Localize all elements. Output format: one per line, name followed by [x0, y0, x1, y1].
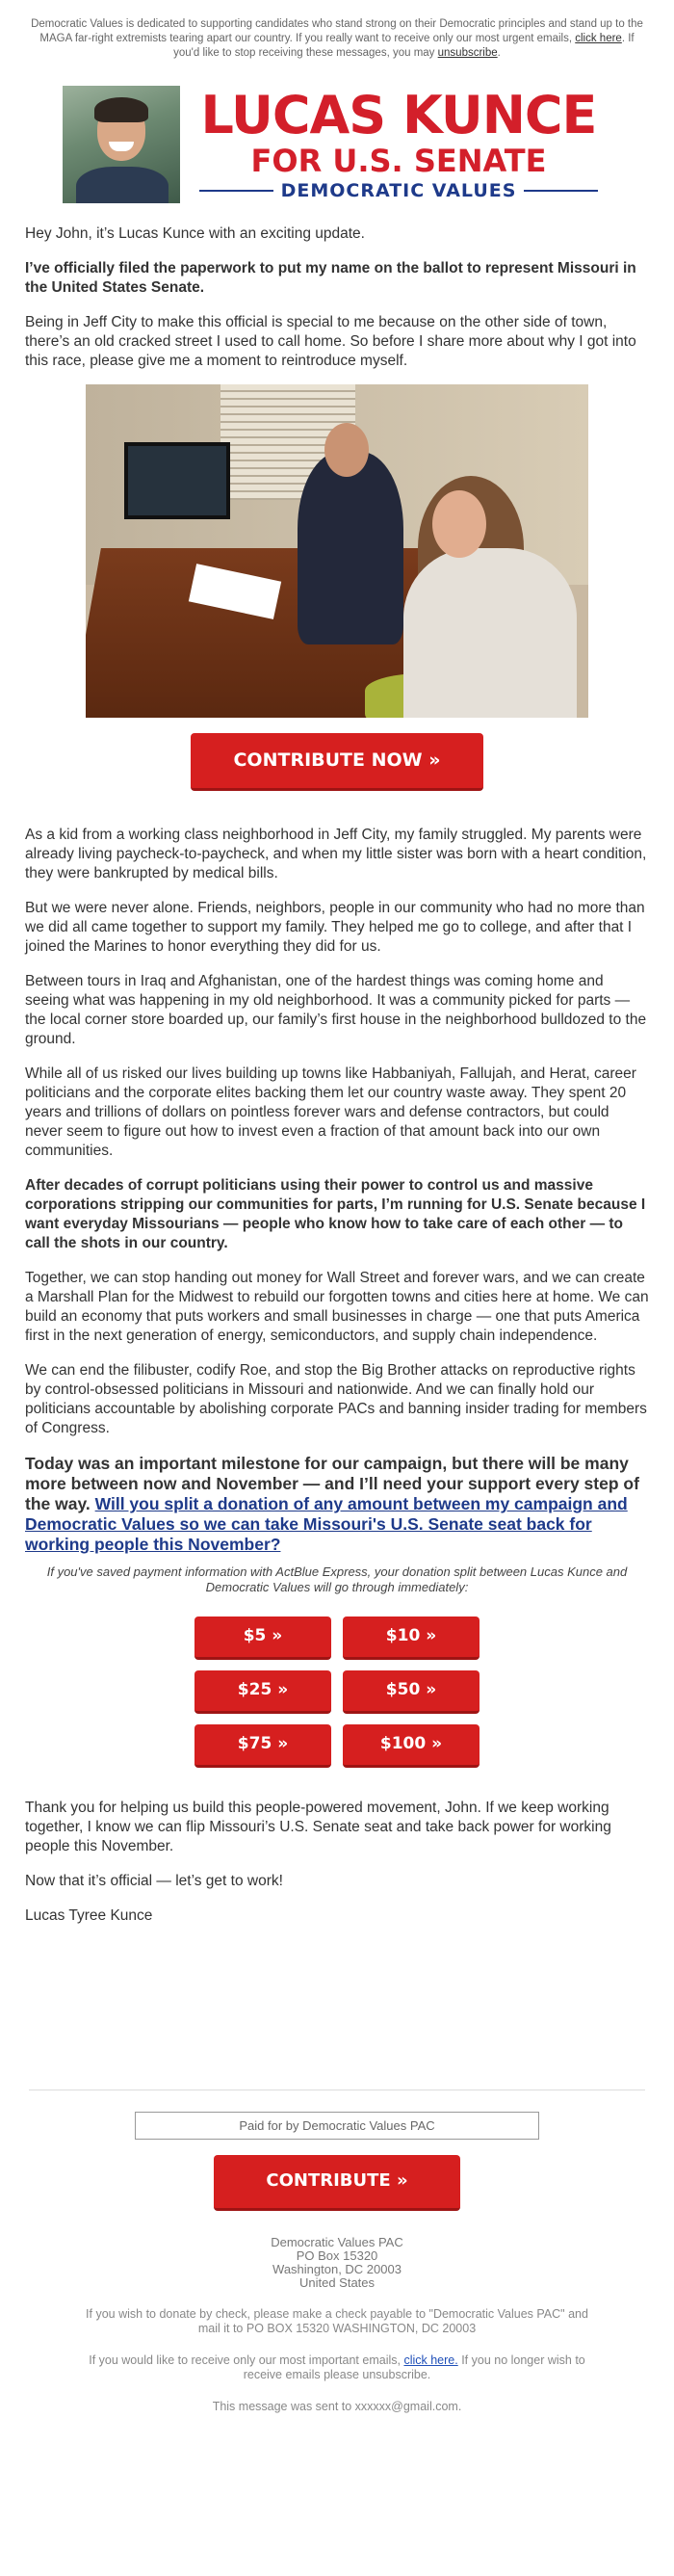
donate-5-button[interactable]: $5 » [194, 1617, 331, 1660]
paragraph-milestone [25, 1454, 649, 1555]
signature: Lucas Tyree Kunce [25, 1907, 153, 1924]
paragraph-community: But we were never alone. Friends, neighbors, people in our community who had no more than we did all came together to support my family. They helped me go to college, and after that I joined the Marines to honor everything they did for us. [25, 900, 645, 955]
addr-country: United States [298, 2275, 376, 2290]
email-preferences [77, 2353, 597, 2382]
prefs-text: If you would like to receive only our most important emails, [89, 2353, 404, 2367]
logo-org [192, 180, 606, 201]
prefs-post: If you no longer wish to receive emails please unsubscribe. [243, 2353, 585, 2381]
donate-25-button[interactable]: $25 » [194, 1670, 331, 1714]
campaign-logo [192, 85, 606, 201]
mailing-address [19, 2236, 655, 2290]
paragraph-childhood: As a kid from a working class neighborhood in Jeff City, my family struggled. My parents were already living paycheck-to-paycheck, and when my little sister was born with a heart condition, they were bankrupted by medical bills. [25, 827, 647, 881]
email-body [19, 224, 655, 1926]
paragraph-get-to-work: Now that it’s official — let’s get to work! [25, 1873, 283, 1889]
preheader-middle: . If you'd like to stop receiving these messages, you may [173, 33, 635, 59]
donate-75-button[interactable]: $75 » [194, 1724, 331, 1768]
paragraph-jeff-city: Being in Jeff City to make this official is special to me because on the other side of town, there’s an old cracked street I used to call home. So before I share more about why I got into this race, please give me a moment to reintroduce myself. [25, 314, 636, 369]
paragraph-tours: Between tours in Iraq and Afghanistan, one of the hardest things was coming home and seeing what was happening in my old neighborhood. It was a community picked for parts — the local corner store boarded up, our family’s first house in the neighborhood bulldozed to the ground. [25, 973, 647, 1047]
paragraph-running: After decades of corrupt politicians using their power to control us and massive corporations stripping our communities for parts, I’m running for U.S. Senate because I want everyday Missourians — people who know how to take care of each other — to call the shots in our country. [25, 1177, 646, 1251]
urgent-emails-link[interactable]: click here [575, 33, 622, 44]
paragraph-marshall-plan: Together, we can stop handing out money for Wall Street and forever wars, and we can create a Marshall Plan for the Midwest to rebuild our forgotten towns and cities here at home. We can build an economy that puts workers and small businesses in charge — one that puts America first in the next generation of energy, semiconductors, and supply chain independence. [25, 1270, 649, 1344]
paragraph-thank-you: Thank you for helping us build this people-powered movement, John. If we keep working together, I know we can flip Missouri’s U.S. Senate seat and take back power for working people this November. [25, 1800, 611, 1854]
footer-urgent-link[interactable]: click here. [403, 2353, 458, 2367]
email-container [19, 0, 655, 2414]
logo-office: FOR U.S. SENATE [250, 143, 547, 179]
addr-org: Democratic Values PAC [271, 2235, 403, 2249]
addr-box: PO Box 15320 [296, 2248, 378, 2263]
milestone-text: Today was an important milestone for our campaign, but there will be many more between now and November — and I’ll need your support every step of the way. [25, 1454, 639, 1513]
footer-contribute-button[interactable]: CONTRIBUTE » [214, 2155, 460, 2211]
preheader-text: Democratic Values is dedicated to supporting candidates who stand strong on their Democratic principles and stand up to the MAGA far-right extremists tearing apart our country. If you really want to receive only our most urgent emails, [31, 18, 643, 44]
announcement: I’ve officially filed the paperwork to put my name on the ballot to represent Missouri in the United States Senate. [25, 260, 636, 296]
logo-name: LUCAS KUNCE [200, 85, 597, 145]
header-banner [63, 86, 655, 203]
paid-for-box: Paid for by Democratic Values PAC [135, 2112, 539, 2140]
donation-amounts [25, 1617, 649, 1768]
preheader-end: . [497, 47, 501, 59]
candidate-headshot [63, 86, 180, 203]
donate-100-button[interactable]: $100 » [343, 1724, 480, 1768]
donate-50-button[interactable]: $50 » [343, 1670, 480, 1714]
check-donation-note: If you wish to donate by check, please make a check payable to "Democratic Values PAC" and mail it to PO BOX 15320 WASHINGTON, DC 20003 [86, 2307, 588, 2335]
paragraph-forever-wars: While all of us risked our lives building up towns like Habbaniyah, Fallujah, and Herat, career politicians and the corporate elites backing them let our country waste away. They spent 20 years and trillions of dollars on pointless forever wars and defense contractors, but could never seem to figure out how to invest even a fraction of that amount back into our own communities. [25, 1065, 636, 1159]
logo-org-text: DEMOCRATIC VALUES [280, 180, 517, 201]
contribute-now-button[interactable]: CONTRIBUTE NOW » [191, 733, 483, 791]
filing-photo [86, 384, 588, 718]
donate-split-link[interactable]: Will you split a donation of any amount between my campaign and Democratic Values so we can take Missouri's U.S. Senate seat back for working people this November? [25, 1494, 628, 1554]
greeting: Hey John, it’s Lucas Kunce with an exciting update. [25, 225, 365, 242]
footer [19, 2090, 655, 2414]
sent-to-note: This message was sent to xxxxxx@gmail.com. [212, 2400, 462, 2413]
donate-10-button[interactable]: $10 » [343, 1617, 480, 1660]
preheader [19, 0, 655, 61]
actblue-note: If you've saved payment information with ActBlue Express, your donation split between Lucas Kunce and Democratic Values will go through immediately: [46, 1564, 628, 1594]
addr-city: Washington, DC 20003 [272, 2262, 402, 2276]
paragraph-filibuster: We can end the filibuster, codify Roe, and stop the Big Brother attacks on reproductive rights by control-obsessed politicians in Missouri and nationwide. And we can finally hold our politicians accountable by abolishing corporate PACs and banning insider trading for members of Congress. [25, 1362, 647, 1436]
unsubscribe-link[interactable]: unsubscribe [437, 47, 498, 59]
